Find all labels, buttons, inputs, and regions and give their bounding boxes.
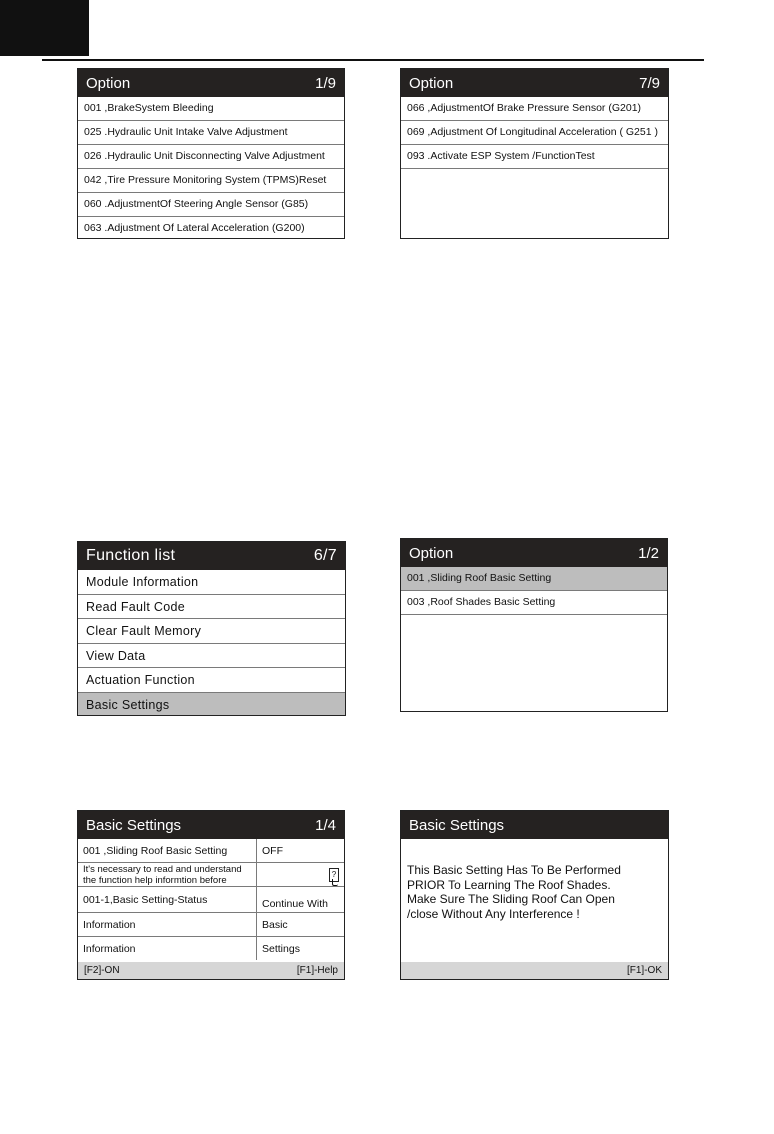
screen-title-bar [78, 811, 344, 839]
screen-title: Option [86, 74, 131, 92]
page-indicator: 1/2 [638, 544, 659, 562]
page-indicator: 1/9 [315, 74, 336, 92]
list-item[interactable]: 069 ,Adjustment Of Longitudinal Acceleration ( G251 ) [401, 121, 668, 145]
screen-title-bar [401, 69, 668, 97]
table-cell: OFF [257, 839, 345, 863]
screen-title: Option [409, 544, 454, 562]
table-cell: 001-1,Basic Setting-Status [78, 887, 257, 913]
message-line: This Basic Setting Has To Be Performed [407, 863, 621, 877]
list-item-sliding-roof[interactable]: 001 ,Sliding Roof Basic Setting [401, 567, 667, 591]
table-cell: Information [78, 937, 257, 961]
function-item-view-data[interactable]: View Data [78, 644, 345, 669]
option-screen-7 [400, 68, 669, 239]
help-icon[interactable]: ? [329, 868, 339, 882]
table-cell: 001 ,Sliding Roof Basic Setting [78, 839, 257, 863]
message-line: /close Without Any Interference ! [407, 906, 580, 921]
function-key-bar [401, 962, 668, 979]
function-item-module-information[interactable]: Module Information [78, 570, 345, 595]
table-row[interactable] [78, 937, 344, 961]
f1-help-button[interactable]: [F1]-Help [296, 965, 338, 976]
option-roof-screen [400, 538, 668, 712]
table-cell: Information [78, 913, 257, 937]
table-row[interactable] [78, 863, 344, 887]
page-indicator: 7/9 [639, 74, 660, 92]
message-line: PRIOR To Learning The Roof Shades. [407, 877, 611, 892]
screen-title-bar [78, 542, 345, 570]
basic-settings-table-screen [77, 810, 345, 980]
screen-title-bar [78, 69, 344, 97]
list-item[interactable]: 063 .Adjustment Of Lateral Acceleration (G200) [84, 222, 305, 234]
screen-title: Function list [86, 547, 176, 564]
page-corner-tab [0, 0, 89, 56]
table-cell-help[interactable] [257, 863, 345, 887]
table-cell: Settings [262, 942, 300, 955]
list-item-roof-shades[interactable]: 003 ,Roof Shades Basic Setting [401, 591, 667, 615]
list-item[interactable]: 025 .Hydraulic Unit Intake Valve Adjustment [78, 121, 344, 145]
list-item[interactable]: 060 .AdjustmentOf Steering Angle Sensor (G85) [78, 193, 344, 217]
table-cell: Basic [257, 913, 345, 937]
table-row[interactable] [78, 913, 344, 937]
message-text [401, 863, 668, 921]
page-indicator: 1/4 [315, 816, 336, 834]
screen-title: Basic Settings [409, 816, 505, 834]
list-item[interactable]: 026 .Hydraulic Unit Disconnecting Valve Adjustment [78, 145, 344, 169]
f2-on-button[interactable]: [F2]-ON [84, 965, 120, 976]
function-list-screen [77, 541, 346, 716]
function-item-clear-fault-memory[interactable]: Clear Fault Memory [78, 619, 345, 644]
message-line: Make Sure The Sliding Roof Can Open [407, 892, 615, 906]
table-cell: It's necessary to read and understand the function help informtion before [78, 863, 257, 887]
list-item[interactable]: 093 .Activate ESP System /FunctionTest [401, 145, 668, 169]
basic-settings-table [78, 839, 344, 960]
function-item-read-fault-code[interactable]: Read Fault Code [78, 595, 345, 620]
function-key-bar [78, 962, 344, 979]
option-screen-1 [77, 68, 345, 239]
screen-title: Basic Settings [86, 816, 182, 834]
basic-settings-message-screen [400, 810, 669, 980]
screen-title: Option [409, 74, 454, 92]
screen-title-bar [401, 539, 667, 567]
function-item-actuation-function[interactable]: Actuation Function [78, 668, 345, 693]
f1-ok-button[interactable]: [F1]-OK [626, 965, 662, 976]
list-item[interactable]: 042 ,Tire Pressure Monitoring System (TPMS)Reset [78, 169, 344, 193]
table-row[interactable] [78, 887, 344, 913]
table-cell: Continue With [257, 887, 345, 913]
page-indicator: 6/7 [313, 547, 337, 564]
header-rule [42, 59, 704, 61]
screen-title-bar [401, 811, 668, 839]
list-item[interactable]: 001 ,BrakeSystem Bleeding [78, 97, 344, 121]
function-item-basic-settings[interactable]: Basic Settings [78, 693, 345, 717]
list-item[interactable]: 066 ,AdjustmentOf Brake Pressure Sensor (G201) [401, 97, 668, 121]
table-row[interactable] [78, 839, 344, 863]
